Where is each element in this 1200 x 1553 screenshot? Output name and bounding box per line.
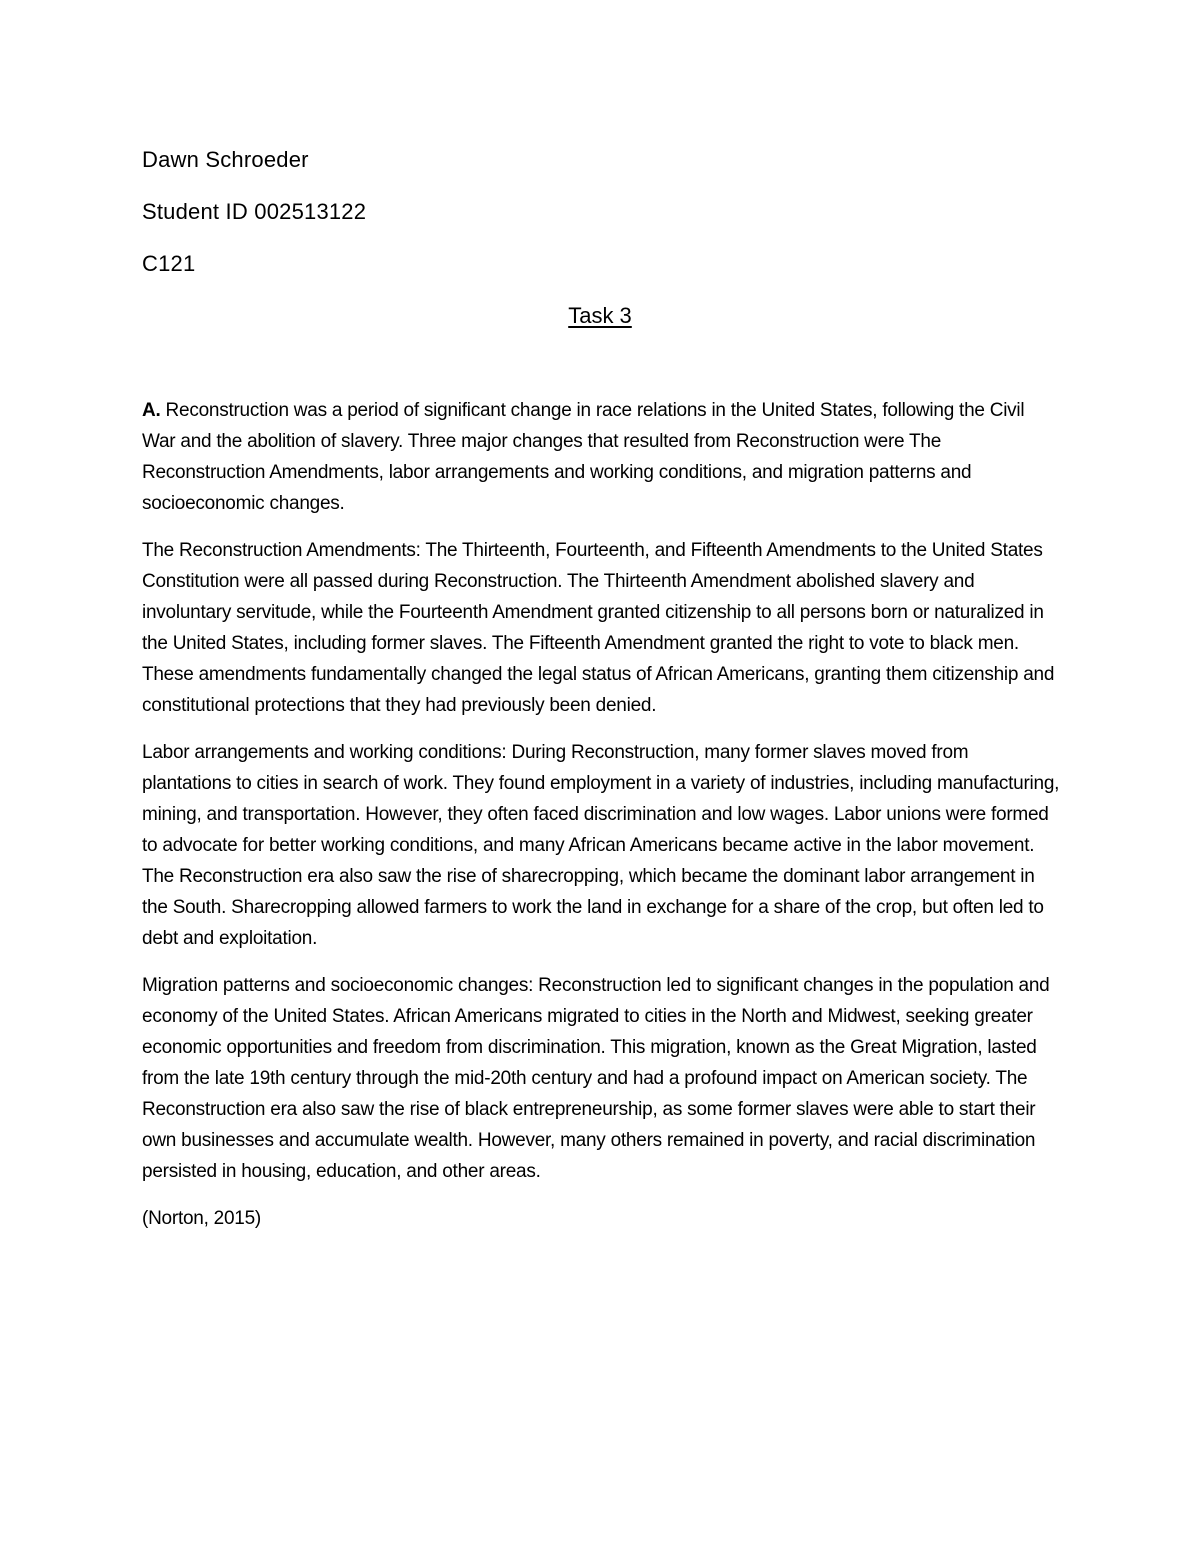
section-a-text: Reconstruction was a period of significant change in race relations in the United States, following the Civil War and the abolition of slavery. Three major changes that resulted from Reconstruction were The Reconstruction Amendments, labor arrangements and working conditions, and migration patterns and socioeconomic changes. bbox=[142, 400, 1025, 514]
paragraph-migration: Migration patterns and socioeconomic changes: Reconstruction led to significant changes in the population and economy of the United States. African Americans migrated to cities in the North and Midwest, seeking greater economic opportunities and freedom from discrimination. This migration, known as the Great Migration, lasted from the late 19th century through the mid-20th century and had a profound impact on American society. The Reconstruction era also saw the rise of black entrepreneurship, as some former slaves were able to start their own businesses and accumulate wealth. However, many others remained in poverty, and racial discrimination persisted in housing, education, and other areas. bbox=[142, 975, 1050, 1182]
paragraph-labor: Labor arrangements and working conditions: During Reconstruction, many former slaves moved from plantations to cities in search of work. They found employment in a variety of industries, including manufacturing, mining, and transportation. However, they often faced discrimination and low wages. Labor unions were formed to advocate for better working conditions, and many African Americans became active in the labor movement. The Reconstruction era also saw the rise of sharecropping, which became the dominant labor arrangement in the South. Sharecropping allowed farmers to work the land in exchange for a share of the crop, but often led to debt and exploitation. bbox=[142, 742, 1060, 949]
document-body bbox=[142, 395, 1062, 1250]
paragraph-amendments: The Reconstruction Amendments: The Thirteenth, Fourteenth, and Fifteenth Amendments to the United States Constitution were all passed during Reconstruction. The Thirteenth Amendment abolished slavery and involuntary servitude, while the Fourteenth Amendment granted citizenship to all persons born or naturalized in the United States, including former slaves. The Fifteenth Amendment granted the right to vote to black men. These amendments fundamentally changed the legal status of African Americans, granting them citizenship and constitutional protections that they had previously been denied. bbox=[142, 540, 1055, 716]
author-name: Dawn Schroeder bbox=[142, 147, 309, 172]
course-code: C121 bbox=[142, 251, 196, 276]
citation: (Norton, 2015) bbox=[142, 1208, 262, 1229]
document-title: Task 3 bbox=[568, 303, 632, 328]
student-id: Student ID 002513122 bbox=[142, 199, 367, 224]
paragraph-a bbox=[142, 395, 1062, 519]
section-a-label: A. bbox=[142, 400, 161, 421]
